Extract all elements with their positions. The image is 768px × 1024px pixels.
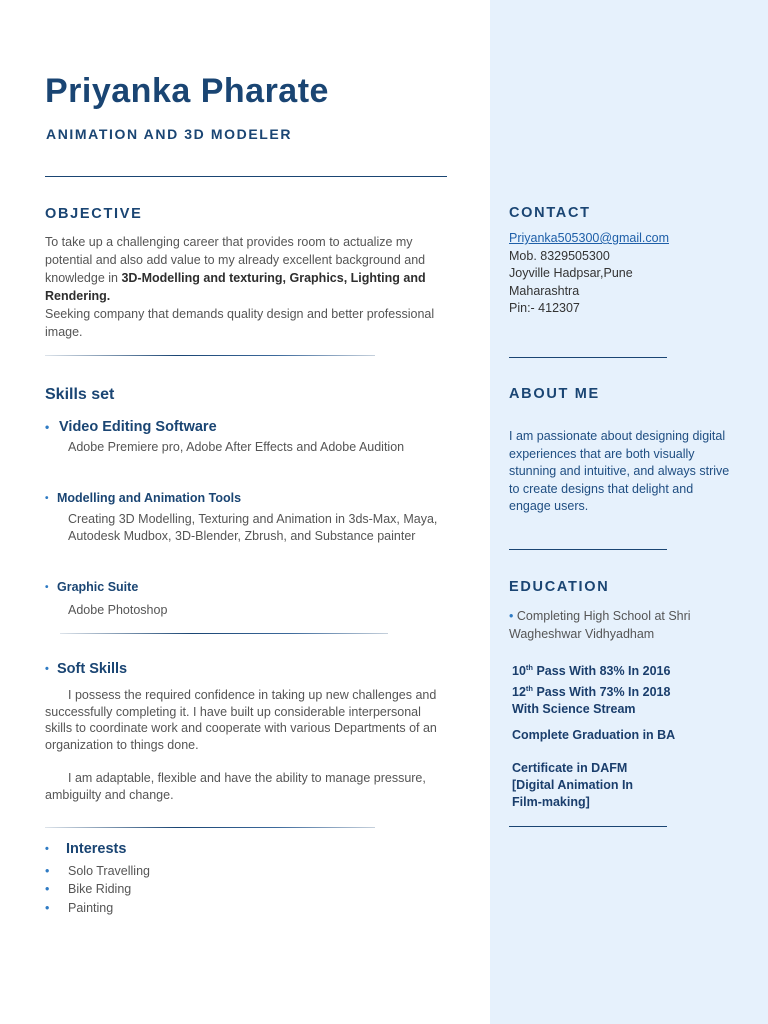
- soft-skills-heading: [45, 661, 127, 677]
- twelfth-detail: Pass With 73% In 2018: [533, 685, 671, 700]
- objective-heading: OBJECTIVE: [45, 206, 143, 222]
- soft-skills-para-1: I possess the required confidence in taking up new challenges and successfully completing it. I have built up considerable interpersonal skills to coordinate work and cooperate with various Departments of an organization to things done.: [45, 688, 437, 752]
- cert-line-2: [Digital Animation In: [512, 778, 634, 792]
- about-divider: [509, 549, 667, 550]
- skill-desc-video-editing: Adobe Premiere pro, Adobe After Effects and Adobe Audition: [68, 440, 405, 454]
- education-results: [512, 659, 734, 718]
- candidate-name: Priyanka Pharate: [45, 72, 329, 110]
- skills-divider: [60, 633, 388, 634]
- twelfth-result: [512, 685, 670, 699]
- skill-item-graphic-suite: [45, 580, 138, 594]
- interest-item: [45, 864, 150, 878]
- twelfth-label: 12: [512, 685, 526, 700]
- skill-desc-graphic-suite: Adobe Photoshop: [68, 603, 168, 617]
- skills-heading: Skills set: [45, 386, 115, 403]
- address-line-2: Maharashtra: [509, 283, 580, 298]
- email-link[interactable]: Priyanka505300@gmail.com: [509, 231, 669, 245]
- objective-text: [45, 233, 445, 341]
- interest-label: Bike Riding: [68, 882, 132, 896]
- skill-title-video-editing: Video Editing Software: [59, 419, 217, 435]
- interest-label: Solo Travelling: [68, 864, 150, 878]
- job-title: ANIMATION AND 3D MODELER: [46, 126, 293, 142]
- address-line-1: Joyville Hadpsar,Pune: [509, 266, 633, 280]
- interest-item: [45, 882, 131, 896]
- contact-heading: CONTACT: [509, 205, 591, 221]
- about-heading: ABOUT ME: [509, 386, 600, 402]
- bullet-icon: •: [45, 581, 49, 593]
- bullet-icon: •: [45, 843, 49, 855]
- bullet-icon: •: [45, 420, 50, 434]
- skill-desc-modelling: Creating 3D Modelling, Texturing and Animation in 3ds-Max, Maya, Autodesk Mudbox, 3D-Blender, Zbrush, and Substance painter: [68, 512, 438, 543]
- about-text: I am passionate about designing digital experiences that are both visually stunning and intuitive, and always strive to create designs that delight and engage users.: [509, 429, 730, 513]
- soft-skills-divider: [45, 827, 375, 828]
- bullet-icon: •: [45, 864, 50, 878]
- twelfth-sup: th: [525, 684, 533, 694]
- cert-line-1: Certificate in DAFM: [512, 761, 628, 775]
- education-heading: EDUCATION: [509, 579, 610, 595]
- soft-skills-title: Soft Skills: [57, 661, 128, 677]
- education-school: [509, 608, 734, 643]
- school-name: Completing High School at Shri Wagheshwar Vidhyadham: [509, 609, 691, 641]
- objective-divider: [45, 355, 375, 356]
- skill-item-video-editing: [45, 419, 217, 435]
- interest-label: Painting: [68, 901, 114, 915]
- pin-code: Pin:- 412307: [509, 301, 580, 315]
- tenth-detail: Pass With 83% In 2016: [533, 664, 671, 679]
- tenth-result: [512, 664, 670, 678]
- objective-text-bold: 3D-Modelling and texturing, Graphics, Lighting and Rendering.: [45, 271, 426, 303]
- contact-block: [509, 230, 749, 318]
- contact-divider: [509, 357, 667, 358]
- interests-heading: [45, 841, 126, 857]
- objective-text-part-2: Seeking company that demands quality design and better professional image.: [45, 307, 435, 339]
- bullet-icon: •: [45, 492, 49, 504]
- skill-title-modelling: Modelling and Animation Tools: [57, 491, 242, 505]
- certificate: [512, 760, 734, 811]
- bullet-icon: •: [509, 609, 514, 623]
- objective-text-part-1: To take up a challenging career that provides room to actualize my potential and also add value to my already excellent background and knowledge in: [45, 235, 426, 285]
- tenth-sup: th: [525, 663, 533, 672]
- bullet-icon: •: [45, 882, 50, 896]
- graduation: Complete Graduation in BA: [512, 728, 676, 742]
- bullet-icon: •: [45, 663, 49, 675]
- tenth-label: 10: [512, 664, 526, 679]
- header-divider: [45, 176, 447, 177]
- bullet-icon: •: [45, 901, 50, 915]
- skill-item-modelling: [45, 491, 241, 505]
- cert-line-3: Film-making]: [512, 795, 590, 809]
- phone-number: Mob. 8329505300: [509, 248, 610, 263]
- skill-title-graphic-suite: Graphic Suite: [57, 580, 139, 594]
- soft-skills-para-2: I am adaptable, flexible and have the ability to manage pressure, ambiguilty and change.: [45, 771, 426, 802]
- education-divider: [509, 826, 667, 827]
- interests-title: Interests: [66, 841, 127, 857]
- stream: With Science Stream: [512, 702, 636, 717]
- interest-item: [45, 901, 113, 915]
